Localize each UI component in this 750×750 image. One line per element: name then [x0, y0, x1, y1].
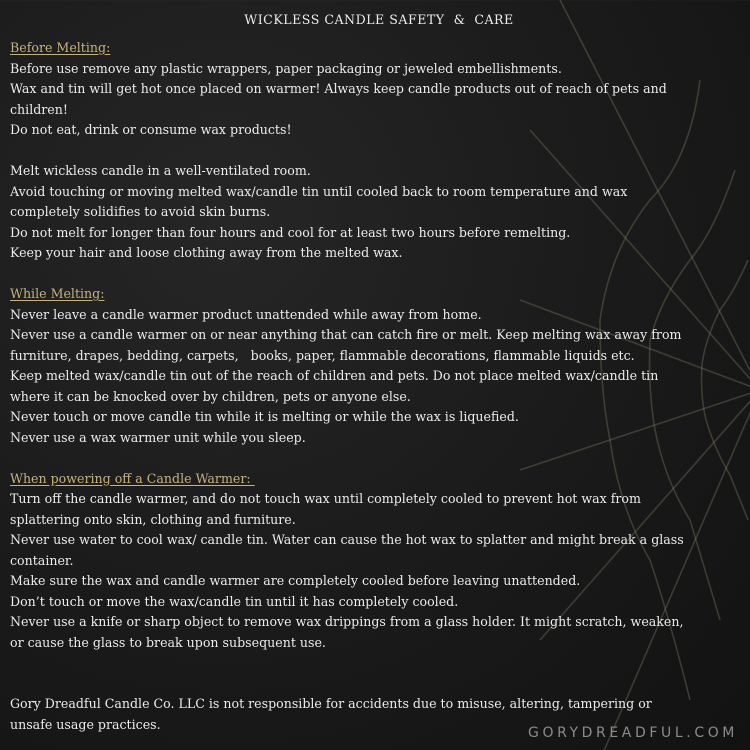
text-line: Keep your hair and loose clothing away from the melted wax. [10, 245, 403, 260]
text-line: Do not melt for longer than four hours and cool for at least two hours before remelting. [10, 224, 571, 240]
text-line: splattering onto skin, clothing and furniture. [10, 511, 296, 527]
text-line: Don’t touch or move the wax/candle tin until it has completely cooled. [10, 593, 459, 609]
section-powering-off [10, 469, 748, 654]
spacer [10, 264, 748, 285]
text-line: Turn off the candle warmer, and do not touch wax until completely cooled to prevent hot wax from [10, 491, 641, 506]
website-watermark: GORYDREADFUL.COM [528, 725, 738, 741]
text-line: where it can be knocked over by children, pets or anyone else. [10, 388, 411, 404]
disclaimer-line: Gory Dreadful Candle Co. LLC is not responsible for accidents due to misuse, altering, tampering or [10, 696, 652, 711]
page-title: WICKLESS CANDLE SAFETY & CARE [244, 12, 514, 27]
disclaimer-line: unsafe usage practices. [10, 716, 161, 732]
text-line: children! [10, 101, 68, 117]
text-line: Never touch or move candle tin while it is melting or while the wax is liquefied. [10, 409, 519, 424]
section-heading: When powering off a Candle Warmer: [10, 470, 255, 486]
text-line-blank [10, 141, 748, 162]
section-heading: Before Melting: [10, 40, 111, 55]
text-line: Never leave a candle warmer product unattended while away from home. [10, 306, 482, 322]
text-line: Avoid touching or moving melted wax/candle tin until cooled back to room temperature and wax [10, 183, 628, 199]
section-before-melting [10, 38, 748, 264]
text-line: Never use a candle warmer on or near anything that can catch fire or melt. Keep melting wax away from [10, 327, 682, 342]
text-line: or cause the glass to break upon subsequent use. [10, 634, 326, 650]
text-line: Never use a knife or sharp object to remove wax drippings from a glass holder. It might scratch, weaken, [10, 614, 684, 629]
text-line: Melt wickless candle in a well-ventilated room. [10, 163, 311, 178]
text-line: Before use remove any plastic wrappers, paper packaging or jeweled embellishments. [10, 60, 562, 76]
text-line: furniture, drapes, bedding, carpets, books, paper, flammable decorations, flammable liquids etc. [10, 347, 635, 363]
text-line: Never use water to cool wax/ candle tin. Water can cause the hot wax to splatter and might break a glass [10, 532, 684, 547]
text-line: completely solidifies to avoid skin burns. [10, 204, 271, 219]
text-line: Keep melted wax/candle tin out of the reach of children and pets. Do not place melted wax/candle tin [10, 368, 659, 383]
text-line: Never use a wax warmer unit while you sleep. [10, 429, 306, 445]
document-body [10, 10, 748, 735]
section-while-melting [10, 284, 748, 448]
spacer [10, 448, 748, 469]
section-heading: While Melting: [10, 286, 105, 301]
text-line: Make sure the wax and candle warmer are completely cooled before leaving unattended. [10, 573, 581, 588]
text-line: Wax and tin will get hot once placed on warmer! Always keep candle products out of reach of pets and [10, 81, 667, 96]
text-line: Do not eat, drink or consume wax products! [10, 122, 292, 137]
text-line: container. [10, 552, 74, 568]
spacer [10, 653, 748, 694]
